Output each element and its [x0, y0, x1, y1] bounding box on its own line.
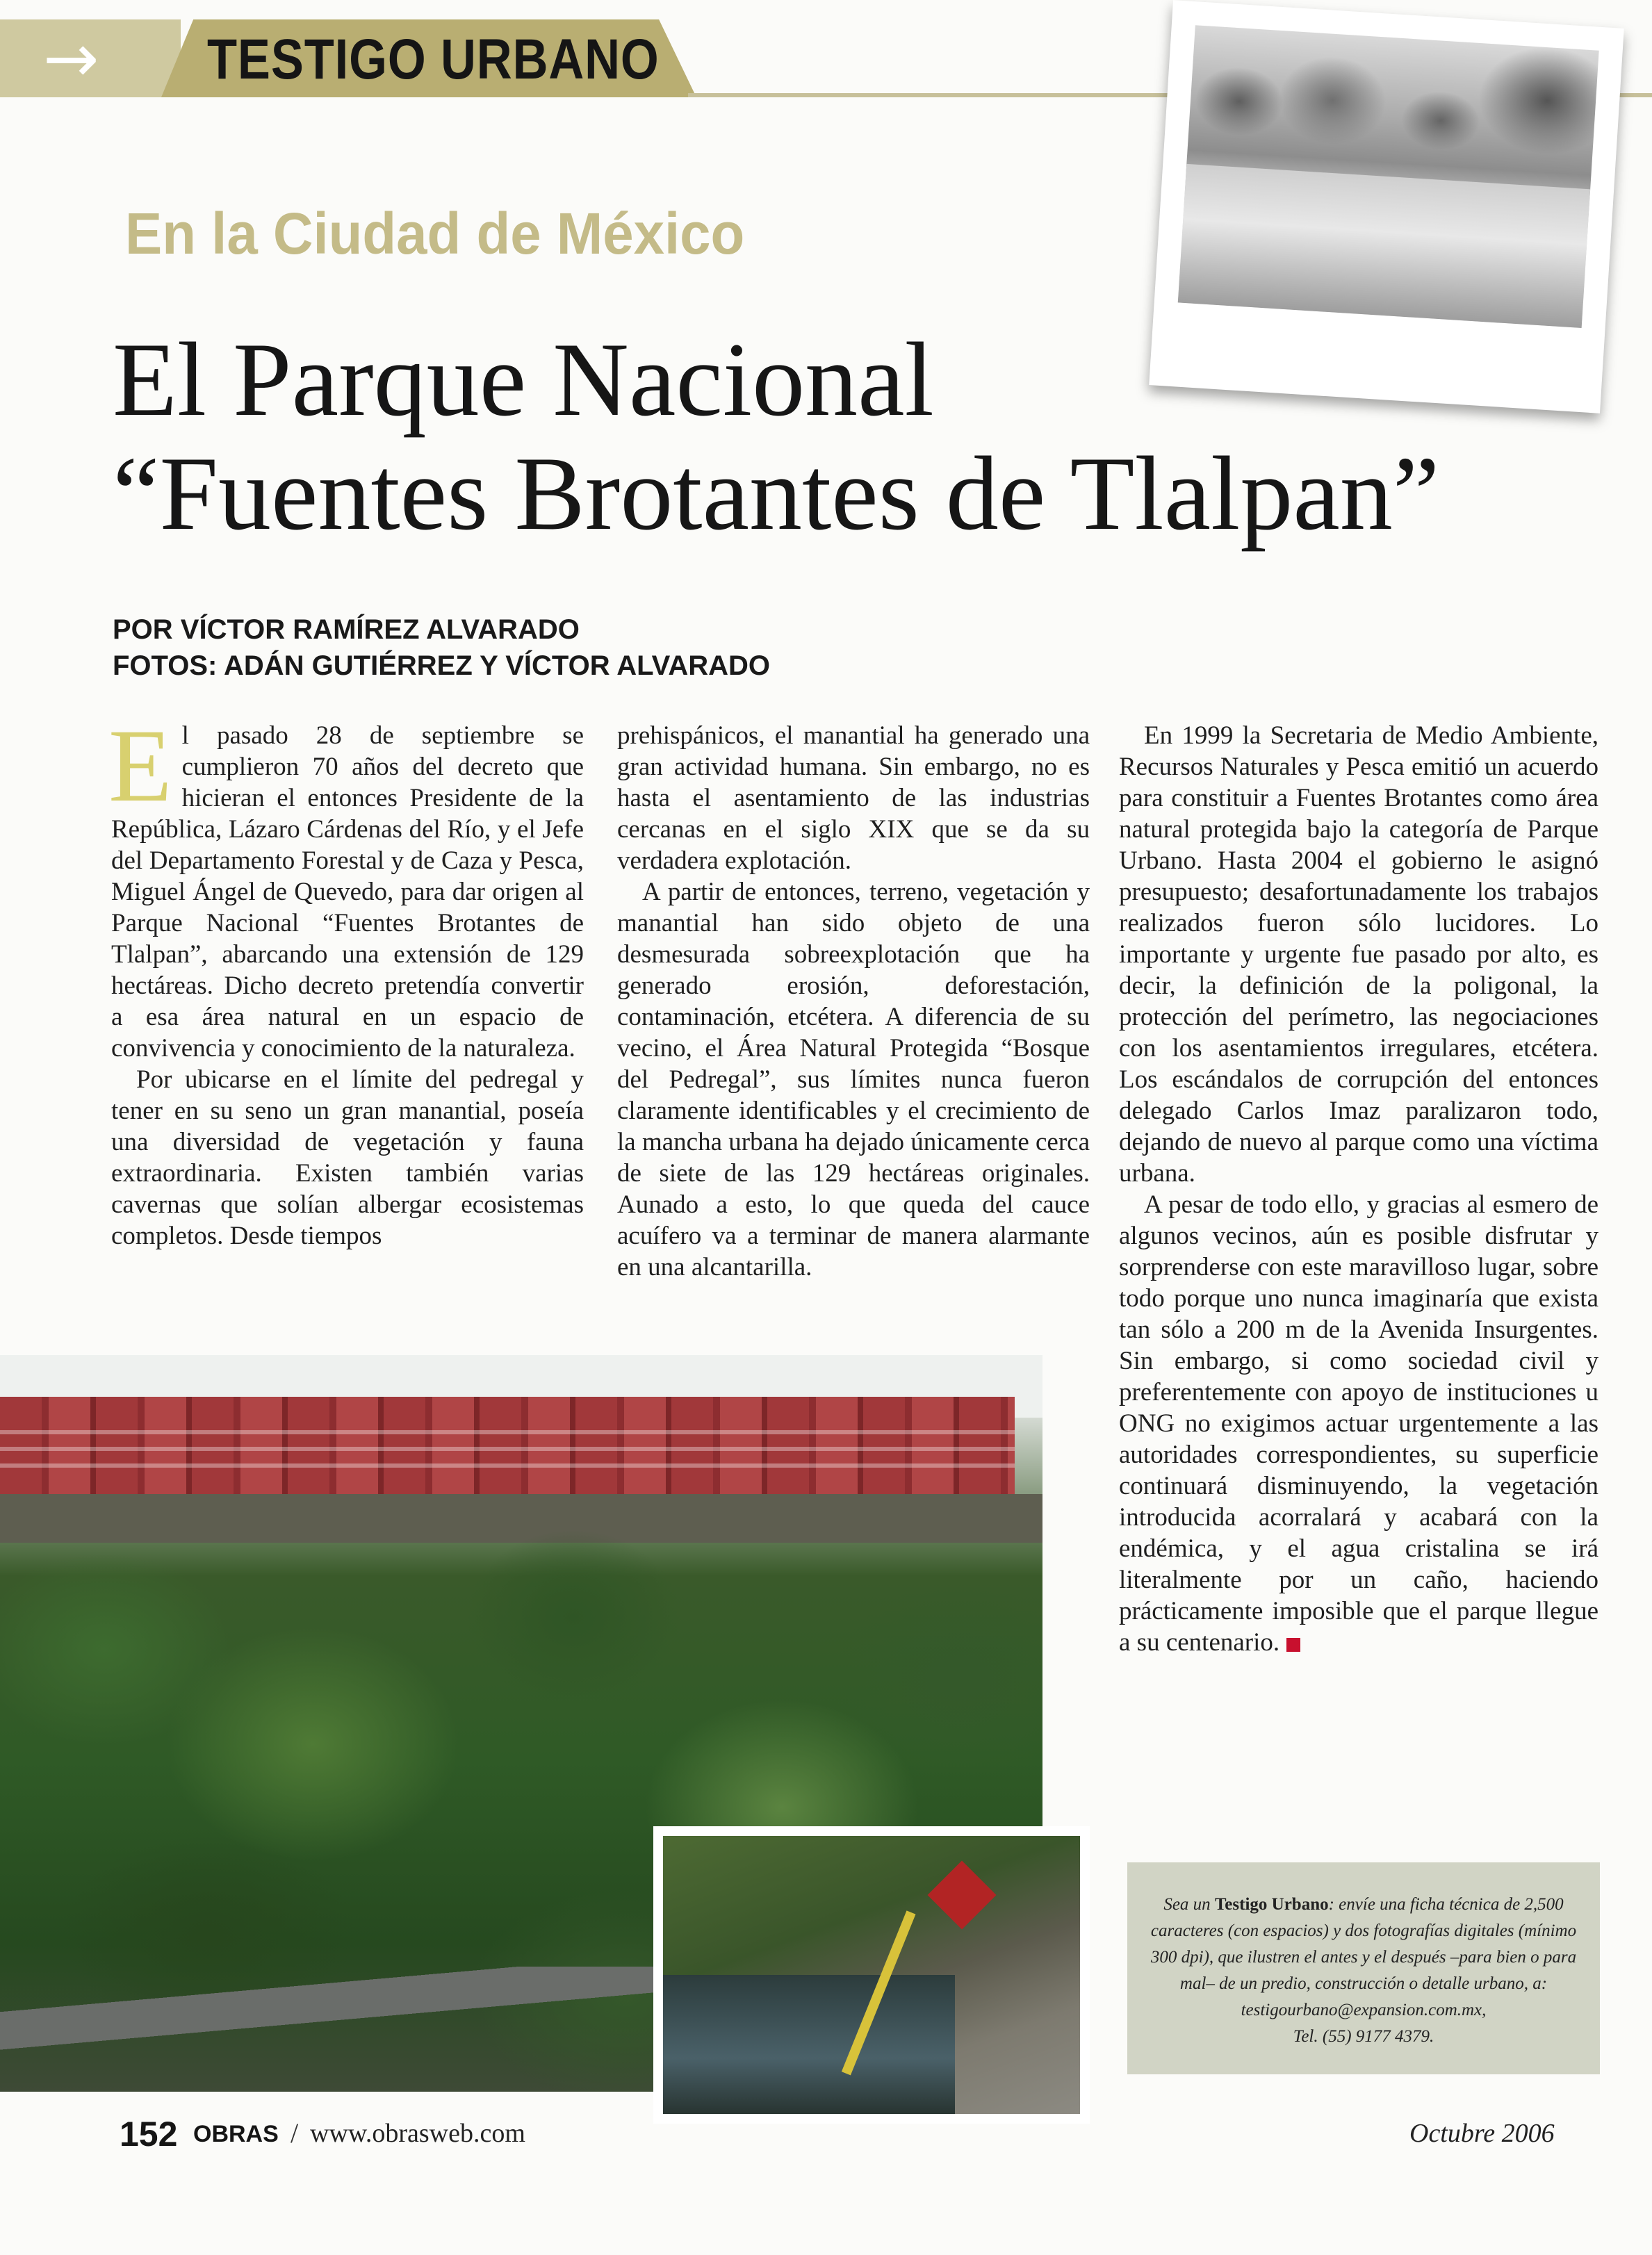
warning-sign-icon: [928, 1861, 997, 1930]
kicker: En la Ciudad de México: [125, 201, 745, 266]
submission-info-box: [1127, 1862, 1600, 2074]
article-title: [113, 321, 1503, 552]
paragraph-text: l pasado 28 de septiembre se cumplieron 70 años del decreto que hicieran el entonces Presidente de la República, Lázaro Cárdenas del Río, y el Jefe del Departamento Forestal y de Caza y Pesca, Miguel Ángel de Quevedo, para dar origen al Parque Nacional “Fuentes Brotantes de Tlalpan”, abarcando una extensión de 129 hectáreas. Dicho decreto pretendía convertir a esa área natural en un espacio de convivencia y conocimiento de la naturaleza.: [111, 721, 584, 1063]
end-mark-icon: [1286, 1638, 1300, 1652]
paragraph-text: A pesar de todo ello, y gracias al esmero de algunos vecinos, aún es posible disfrutar y sorprenderse con este maravilloso lugar, sobre todo porque uno nunca imaginaría que exista tan sólo a 200 m de la Avenida Insurgentes. Sin embargo, si como sociedad civil y preferentemente con apoyo de instituciones u ONG no exigimos actuar urgentemente a las autoridades correspondientes, su superficie continuará disminuyendo, la vegetación introducida acorralará y acabará con la endémica, y el agua cristalina se irá literalmente por un caño, haciendo prácticamente imposible que el parque llegue a su centenario.: [1119, 1190, 1598, 1657]
lake-photo-trees: [1187, 25, 1599, 183]
paragraph: En 1999 la Secretaria de Medio Ambiente, Recursos Naturales y Pesca emitió un acuerdo para constituir a Fuentes Brotantes como área natural protegida bajo la categoría de Parque Urbano. Hasta 2004 el gobierno le asignó presupuesto; desafortunadamente los trabajos realizados fueron sólo lucidores. Lo importante y urgente fue pasado por alto, es decir, la definición de la poligonal, la protección del perímetro, las negociaciones con los asentamientos irregulares, etcétera. Los escándalos de corrupción del entonces delegado Carlos Imaz paralizaron todo, dejando de nuevo al parque como una víctima urbana.: [1119, 721, 1598, 1188]
page-number: 152: [120, 2115, 178, 2154]
article-column-2: [617, 720, 1090, 1283]
info-email[interactable]: testigourbano@expansion.com.mx,: [1241, 2001, 1487, 2019]
footer-separator: /: [291, 2117, 299, 2149]
stream-photo: [653, 1826, 1090, 2124]
article-column-1: [108, 708, 584, 1252]
paragraph: A partir de entonces, terreno, vegetación y manantial han sido objeto de una desmesurada sobreexplotación que ha generado erosión, deforestación, contaminación, etcétera. A diferencia de su vecino, el Área Natural Protegida “Bosque del Pedregal”, sus límites nunca fueron claramente identificables y el crecimiento de la mancha urbana ha dejado únicamente cerca de siete de las 129 hectáreas originales. Aunado a esto, lo que queda del cauce acuífero va a terminar de manera alarmante en una alcantarilla.: [617, 878, 1090, 1281]
lake-photo: [1178, 25, 1599, 328]
paragraph: prehispánicos, el manantial ha generado una gran actividad humana. Sin embargo, no es hasta el asentamiento de las industrias cercanas en el siglo XIX que se da su verdadera explotación.: [617, 721, 1090, 875]
info-lead: Sea un: [1163, 1895, 1211, 1914]
park-photo-road: [0, 1967, 695, 2057]
byline: [113, 612, 770, 684]
paragraph: Por ubicarse en el límite del pedregal y tener en su seno un gran manantial, poseía una diversidad de vegetación y fauna extraordinaria. Existen también varias cavernas que solían albergar ecosistemas completos. Desde tiempos: [111, 1065, 584, 1250]
issue-date: Octubre 2006: [1409, 2119, 1555, 2148]
byline-photos: FOTOS: ADÁN GUTIÉRREZ Y VÍCTOR ALVARADO: [113, 650, 770, 681]
info-brand: Testigo Urbano: [1214, 1895, 1329, 1914]
paragraph: [108, 708, 584, 1064]
drop-cap: E: [108, 708, 172, 823]
lake-photo-water: [1178, 164, 1590, 328]
arrow-right-icon: →: [43, 19, 99, 97]
byline-author: POR VÍCTOR RAMÍREZ ALVARADO: [113, 614, 580, 645]
info-text: [1148, 1892, 1579, 2050]
section-label: TESTIGO URBANO: [207, 28, 660, 91]
article-column-3: [1119, 720, 1598, 1658]
magazine-name: OBRAS: [193, 2121, 279, 2147]
title-line-1: El Parque Nacional: [113, 321, 934, 438]
info-body: : envíe una ficha técnica de 2,500 caracteres (con espacios) y dos fotografías digitales (mínimo 300 dpi), que ilustren el antes y el después –para bien o para mal– de un predio, construcción o detalle urbano, a:: [1150, 1895, 1577, 1993]
paragraph: [1119, 1189, 1598, 1658]
website-link[interactable]: www.obrasweb.com: [310, 2119, 525, 2148]
title-line-2: “Fuentes Brotantes de Tlalpan”: [113, 435, 1440, 552]
info-phone: Tel. (55) 9177 4379.: [1293, 2027, 1434, 2046]
stream-photo-water: [663, 1975, 955, 2114]
